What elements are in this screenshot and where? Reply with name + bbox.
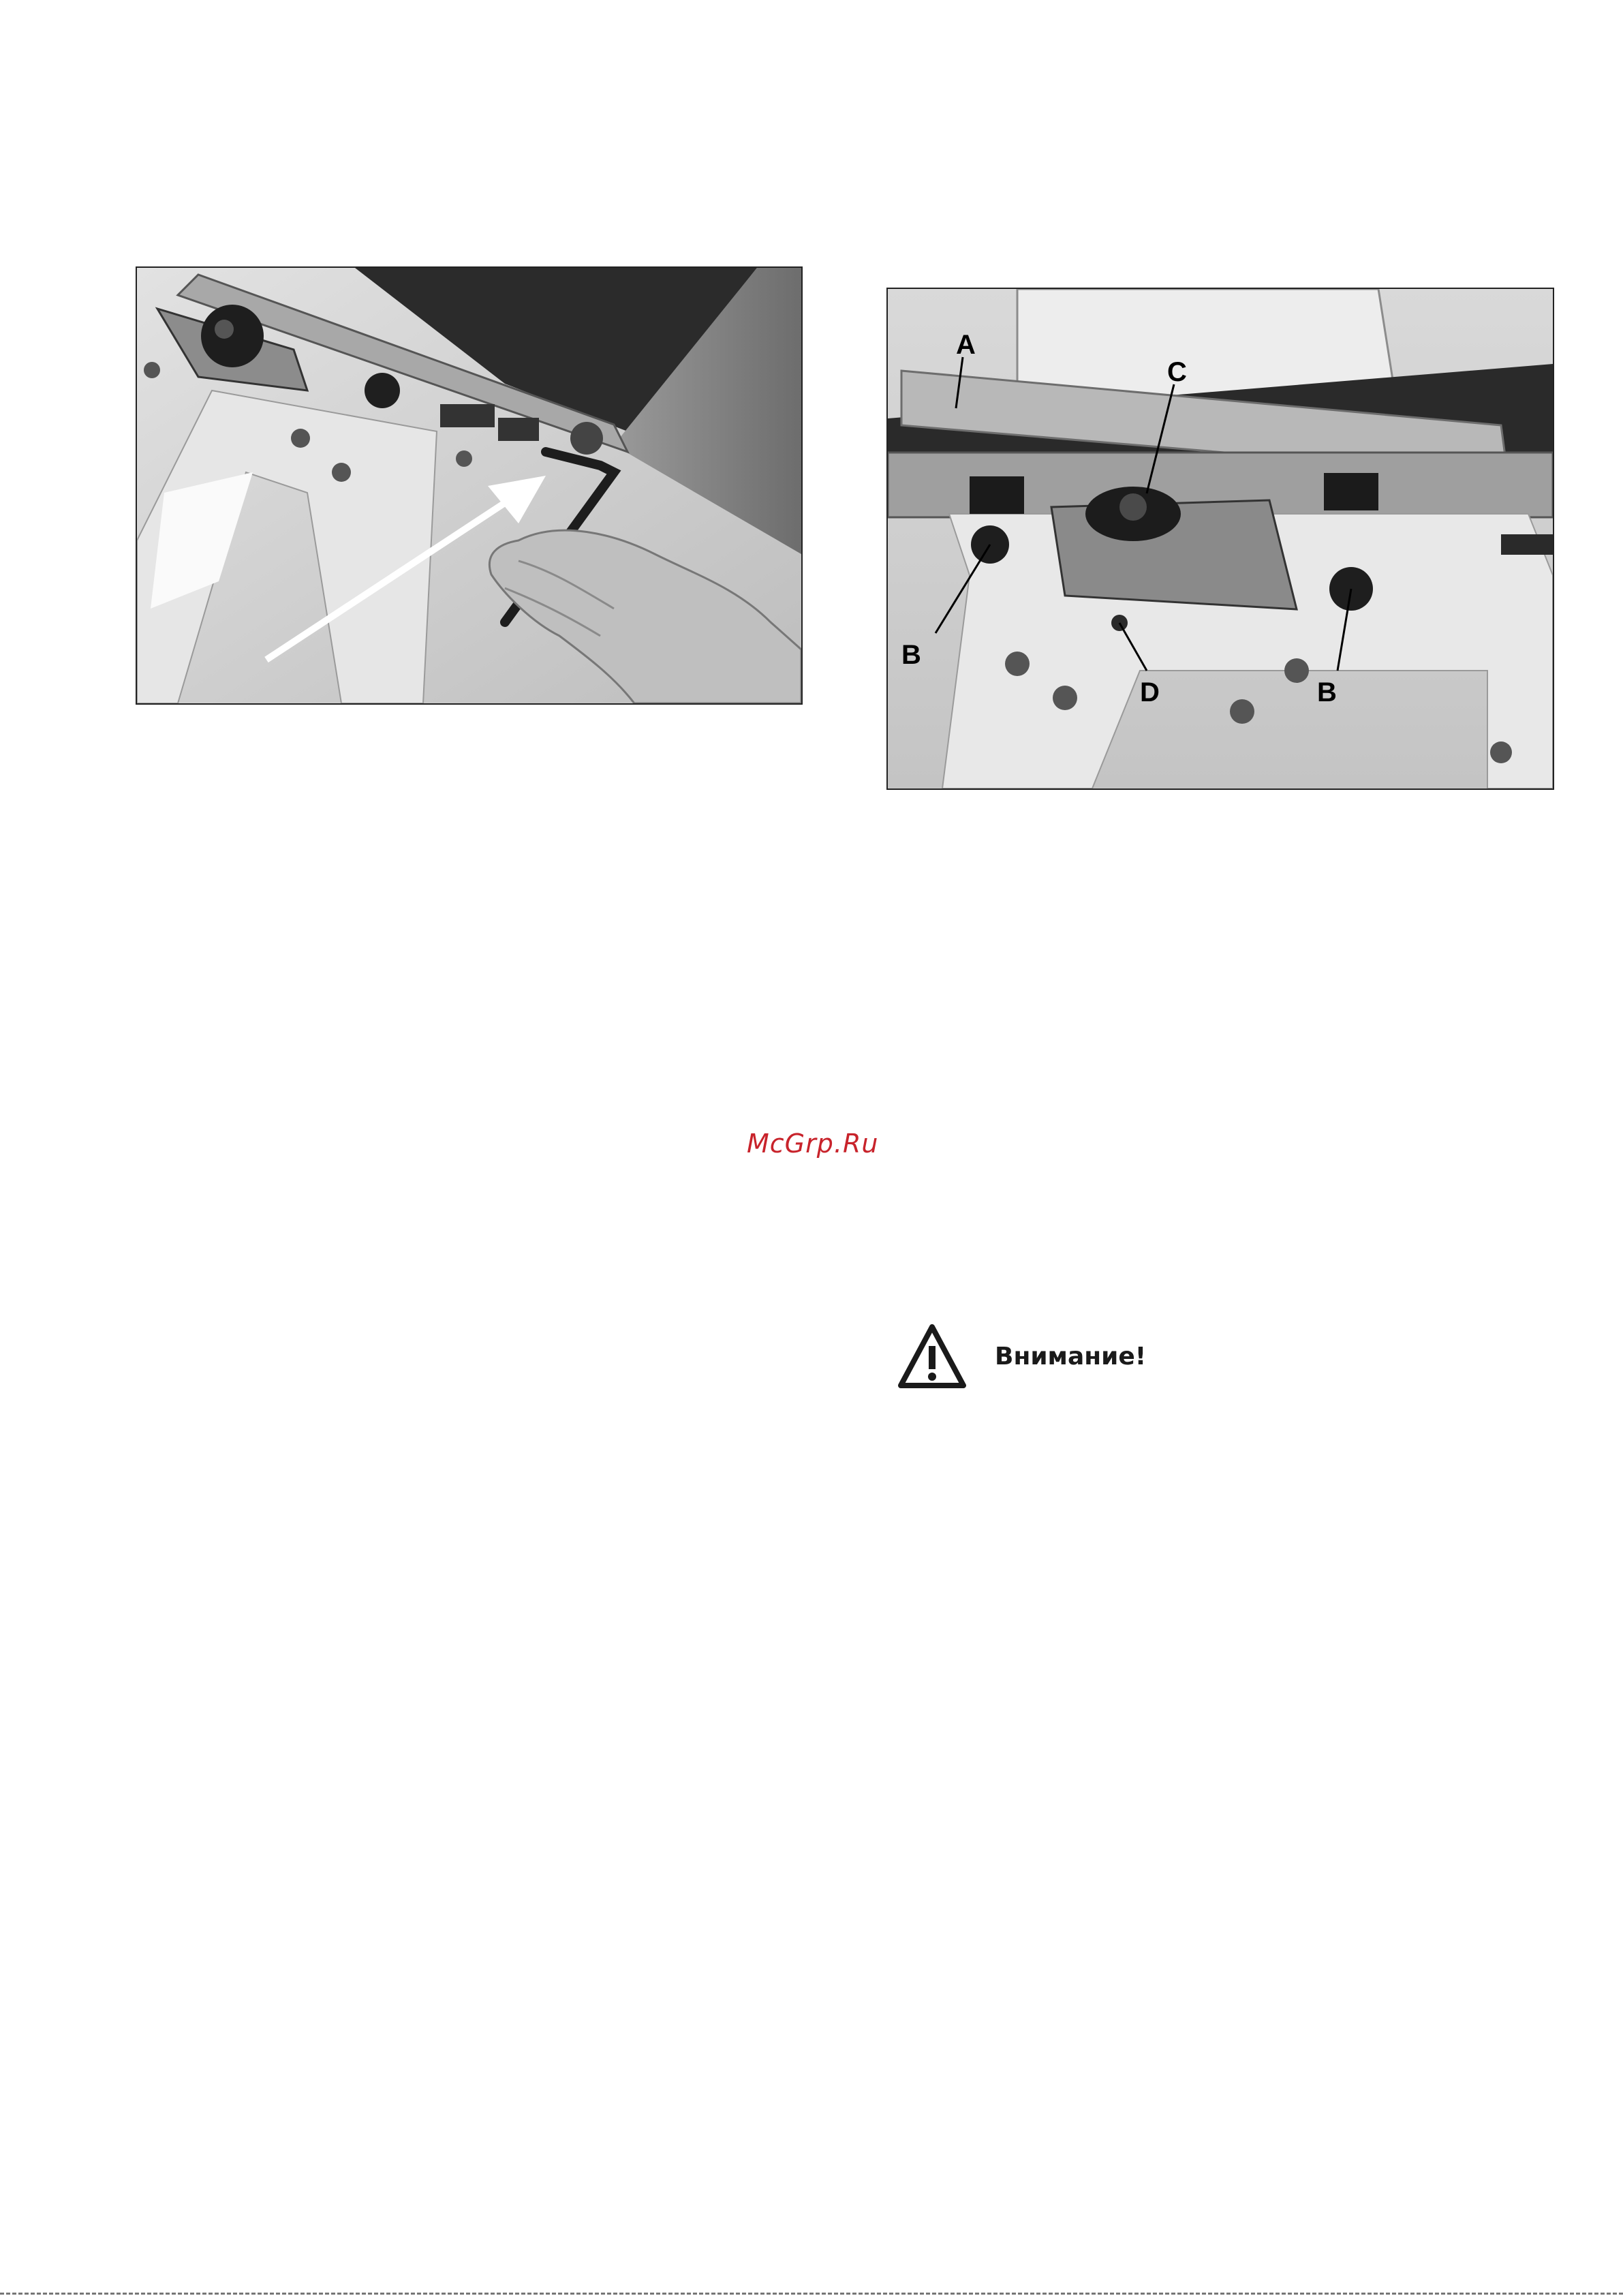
photo-labeled-parts — [886, 288, 1554, 790]
watermark-link[interactable]: McGrp.Ru — [747, 1129, 879, 1159]
callout-d: D — [1140, 677, 1160, 707]
warning-notice — [897, 1321, 1146, 1392]
callout-b-left: B — [901, 640, 921, 670]
photo-hex-key-adjustment — [136, 266, 803, 705]
footer-divider — [0, 2293, 1623, 2295]
callout-b-right: B — [1317, 677, 1337, 707]
warning-title: Внимание! — [995, 1342, 1147, 1371]
callout-a: A — [956, 330, 976, 360]
callout-c: C — [1167, 357, 1187, 387]
photo-left-illustration — [137, 268, 801, 703]
photo-right-illustration — [888, 289, 1553, 789]
warning-triangle-icon — [897, 1323, 968, 1390]
